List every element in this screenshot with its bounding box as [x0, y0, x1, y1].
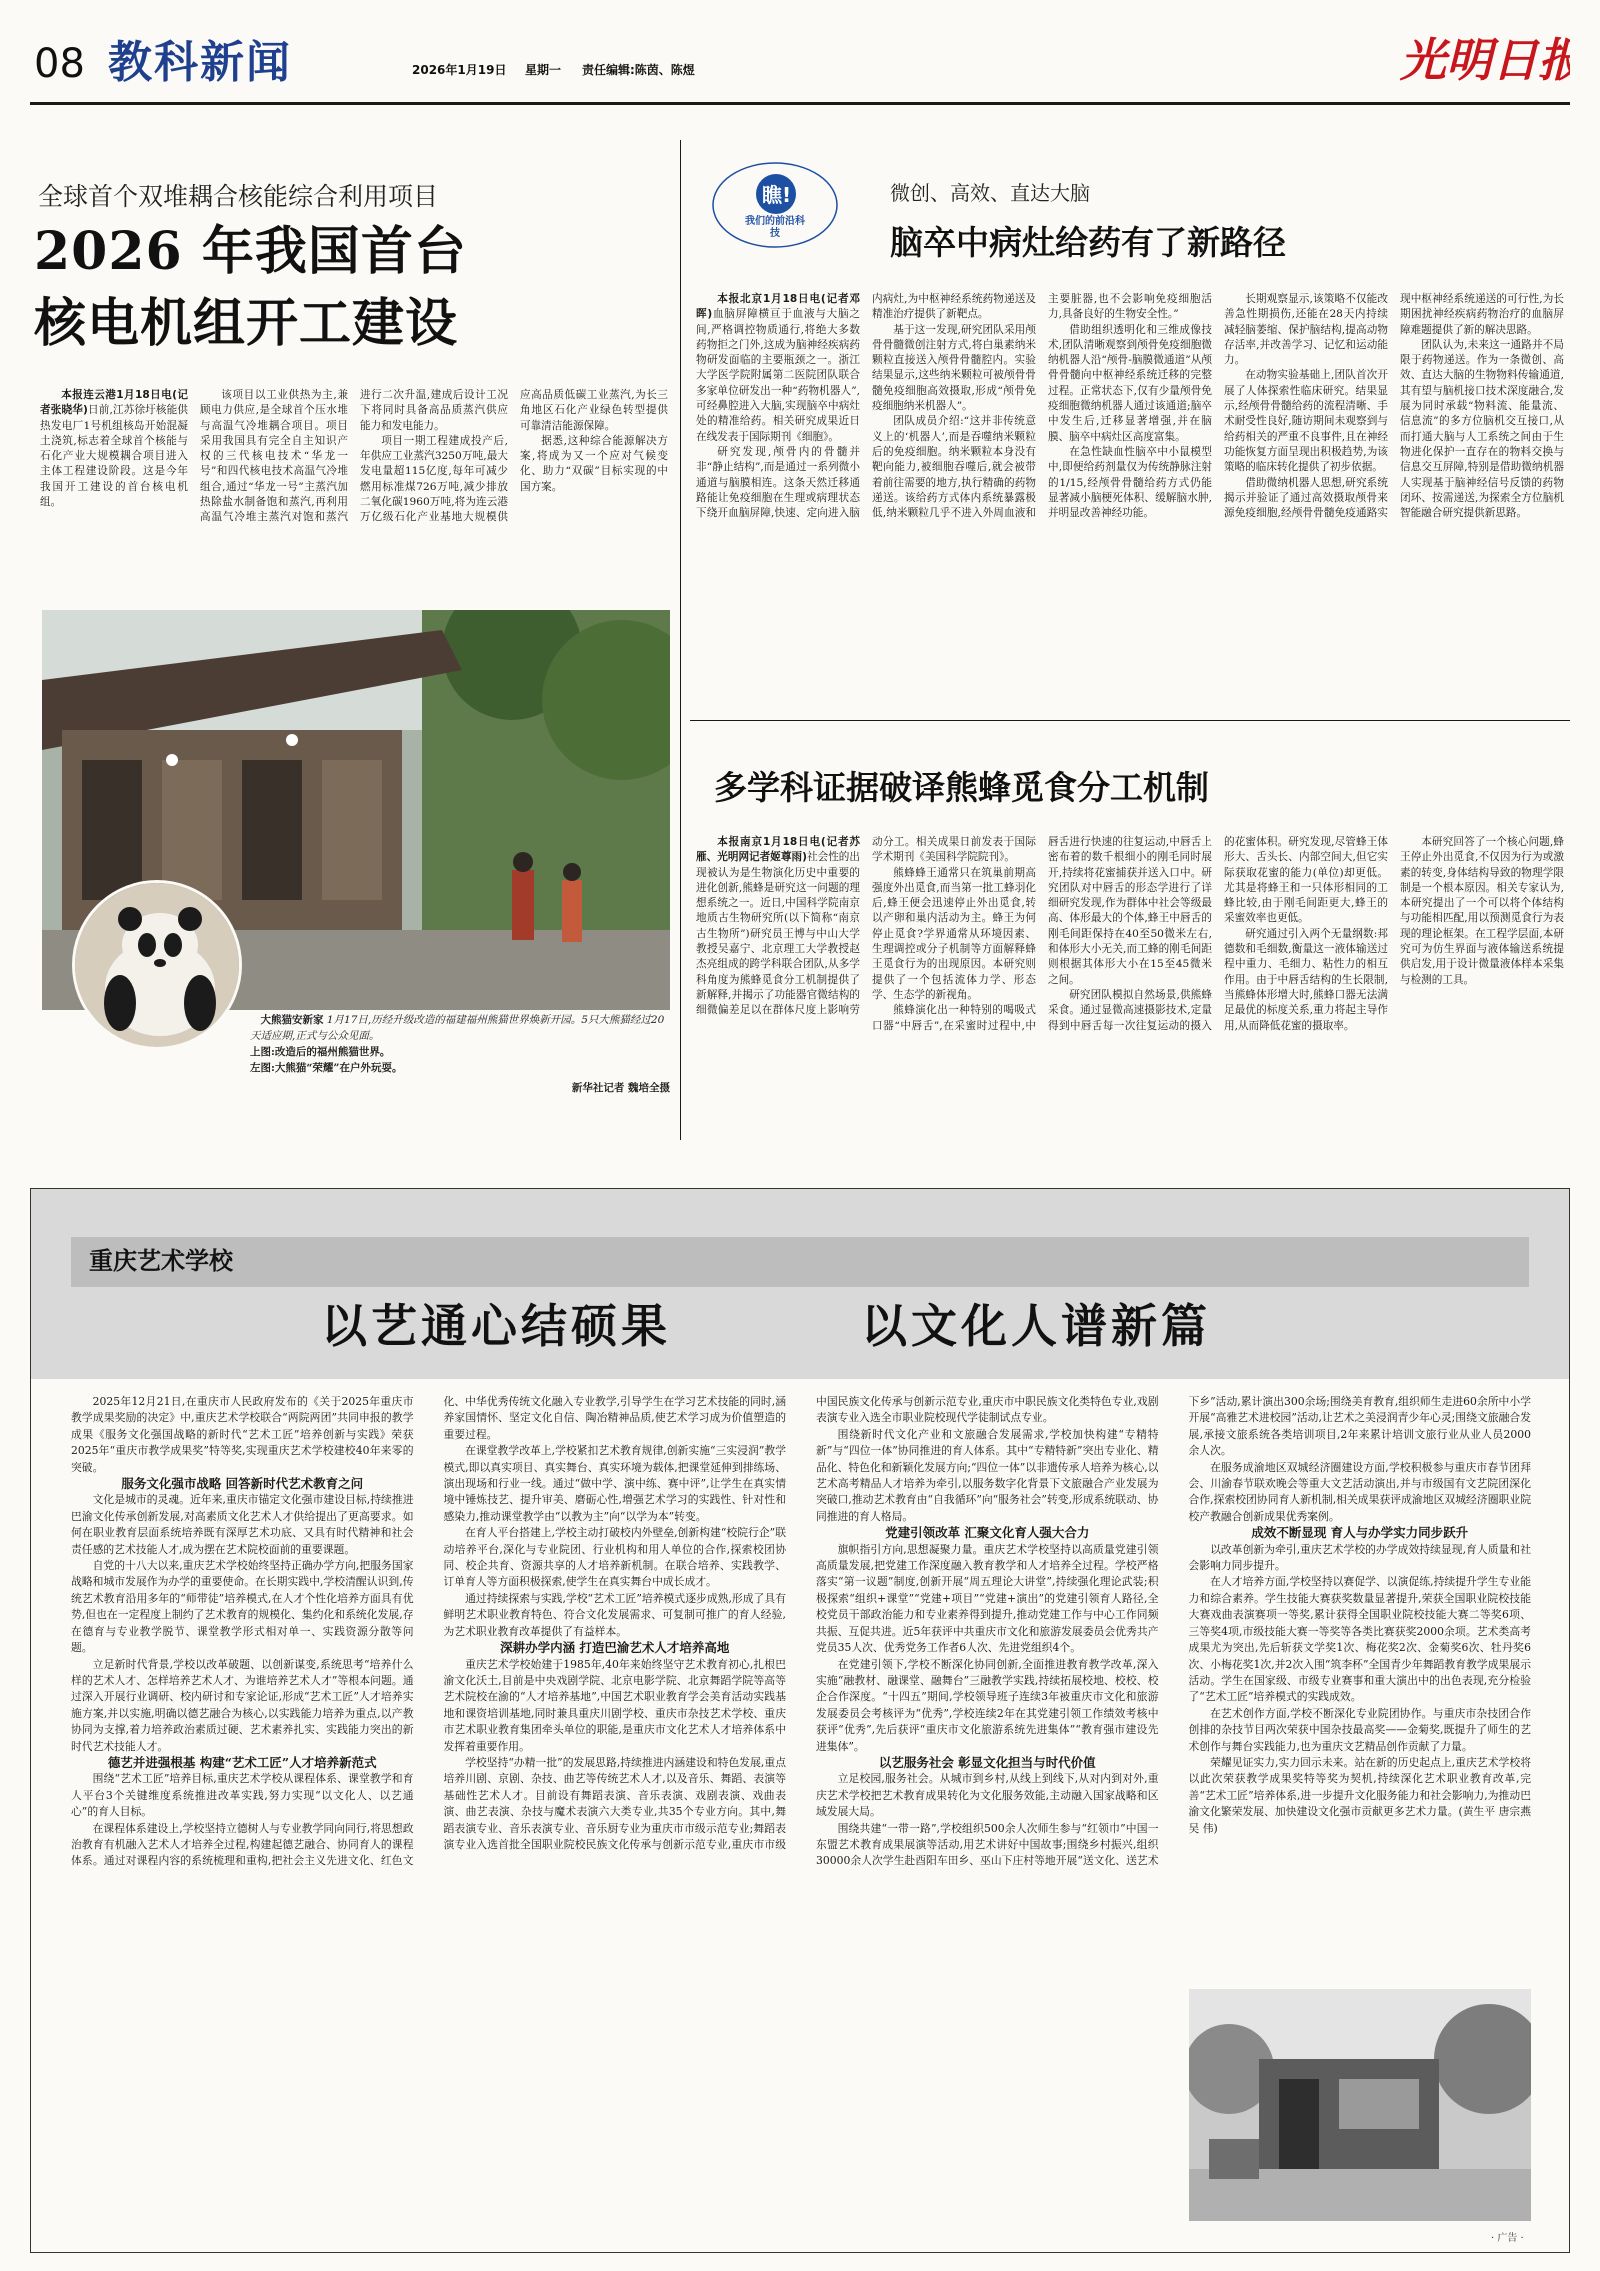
bee-byline: 本报南京1月18日电(记者苏雁、光明网记者姬尊雨)	[696, 836, 860, 864]
ad-header-stripe	[71, 1237, 1529, 1287]
panda-photo-credit: 新华社记者 魏培全摄	[571, 1082, 670, 1094]
bee-para: 研究通过引入两个无量纲数:邦德数和毛细数,衡量这一液体输送过程中重力、毛细力、粘性力的相互作用。由于中唇舌结构的生长限制,当熊蜂体形增大时,熊蜂口器无法满足最优的标度关系,重力将起主导作用,从而降低花蜜的摄取率。	[1224, 927, 1388, 1032]
bee-body	[696, 835, 1564, 1140]
ad-intro: 2025年12月21日,在重庆市人民政府发布的《关于2025年重庆市教学成果奖励的决定》中,重庆艺术学校联合“两院两团”共同申报的教学成果《服务文化强国战略的新时代“艺术工匠”培养创新与实践》荣获2025年“重庆市教学成果奖”特等奖,实现重庆艺术学校建校40年来零的突破。	[71, 1395, 414, 1474]
stroke-para: 长期观察显示,该策略不仅能改善急性期损伤,还能在28天内持续减轻脑萎缩、保护脑结构,提高动物存活率,并改善学习、记忆和运动能力。	[1224, 293, 1388, 367]
ad-school-name: 重庆艺术学校	[89, 1246, 233, 1275]
nuclear-para: 该项目以工业供热为主,兼顾电力供应,是全球首个压水堆与高温气冷堆耦合项目。项目采用我国具有完全自主知识产权的三代核电技术“华龙一号”和四代核电技术高温气冷堆组合,通过“华龙一号”主蒸汽加热除盐水制备饱和蒸汽,再利用高温气冷堆主蒸汽对饱和蒸汽进行二次升温,建成后设计工况下将同时具备高品质蒸汽供应能力和发电能力。	[200, 389, 508, 524]
ad-para: 在人才培养方面,学校坚持以赛促学、以演促练,持续提升学生专业能力和综合素养。学生技能大赛获奖数量显著提升,荣获全国职业院校技能大赛戏曲表演赛项一等奖,累计获得全国职业院校技能大赛二等奖6项、三等奖4项,市级技能大赛一等奖等各类比赛获奖2000余项。艺术类高考成果尤为突出,先后斩获文学奖1次、梅花奖2次、金菊奖6次、牡丹奖6次、小梅花奖1次,并2次入围“筑李杯”全国青少年舞蹈教育教学成果展示活动。学生在国家级、市级专业赛事和重大演出中的出色表现,充分检验了“艺术工匠”培养模式的实践成效。	[1188, 1575, 1531, 1704]
bee-para: 社会性的出现被认为是生物演化历史中重要的进化创新,熊蜂是研究这一问题的理想系统之一。近日,中国科学院南京地质古生物研究所(以下简称“南京古生物所”)研究员王博与中山大学教授吴嘉宁、北京理工大学教授赵杰亮组成的跨学科联合团队,从多学科角度为熊蜂觅食分工机制提供了新解释,并揭示了功能器官微结构的细微偏差足以在群体尺度上影响劳动分工。相关成果日前发表于国际学术期刊《美国科学院院刊》。	[696, 836, 1036, 1017]
stroke-para: 团队认为,未来这一通路并不局限于药物递送。作为一条微创、高效、直达大脑的生物物料传输通道,其有望与脑机接口技术深度融合,发展为同时承载“物料流、能量流、信息流”的多方位脑机交互接口,从而打通大脑与人工系统之间由于生物进化保护一直存在的物料交换与信息交互屏障,特别是借助微纳机器人实现基于脑神经信号反馈的药物闭环、按需递送,为探索全方位脑机智能融合研究提供新思路。	[1400, 338, 1564, 520]
masthead-rule	[30, 102, 1570, 105]
ad-para: 以改革创新为牵引,重庆艺术学校的办学成效持续显现,育人质量和社会影响力同步提升。	[1188, 1542, 1531, 1573]
panda-inset-photo	[72, 880, 242, 1050]
ad-para: 围绕共建“一带一路”,学校组织500余人次师生参与“红领巾”中国一东盟艺术教育成果展演等活动,用艺术讲好中国故事;围绕乡村振兴,组织30000余人次学生赴酉阳车田乡、巫山下庄村等地开展“送文化、送艺术下乡”活动,累计演出300余场;围绕美育教育,组织师生走进60余所中小学开展“高雅艺术进校园”活动,让艺术之美浸润青少年心灵;围绕文旅融合发展,承接文旅系统各类培训项目,2年来累计培训文旅行业从业人员2000余人次。	[816, 1395, 1531, 1868]
bee-para: 熊蜂蜂王通常只在筑巢前期高强度外出觅食,而当第一批工蜂羽化后,蜂王便会迅速停止外出觅食,转以产卵和巢内活动为主。蜂王为何停止觅食?学界通常从环境因素、生理调控或分子机制等方面解释蜂王觅食行为的出现原因。本研究则提供了一个包括流体力学、形态学、生态学的新视角。	[872, 866, 1036, 1001]
newspaper-logo-art	[1400, 30, 1570, 90]
panda-caption-top: 上图:改造后的福州熊猫世界。	[250, 1046, 391, 1058]
issue-weekday: 星期一	[525, 63, 562, 77]
front-tech-badge	[710, 160, 840, 250]
ad-box	[30, 1188, 1570, 2253]
section-title: 教科新闻	[108, 37, 292, 88]
stroke-story	[690, 140, 1570, 720]
stroke-para: 在动物实验基础上,团队首次开展了人体探索性临床研究。结果显示,经颅骨骨髓给药的流程清晰、手术耐受性良好,随访期间未观察到与给药相关的严重不良事件,且在神经功能恢复方面呈现出积极趋势,为该策略的临床转化提供了初步依据。	[1224, 369, 1388, 474]
nuclear-para: 项目一期工程建成投产后,年供应工业蒸汽3250万吨,最大发电量超115亿度,每年可减少燃用标准煤726万吨,减少排放二氧化碳1960万吨,将为连云港万亿级石化产业基地大规模供应高品质低碳工业蒸汽,为长三角地区石化产业绿色转型提供可靠清洁能源保障。	[360, 389, 668, 524]
nuclear-story	[30, 120, 670, 620]
section-divider	[690, 720, 1570, 721]
bee-headline: 多学科证据破译熊蜂觅食分工机制	[714, 768, 1209, 807]
ad-para: 通过持续探索与实践,学校“艺术工匠”培养模式逐步成熟,形成了具有鲜明艺术职业教育特色、符合文化发展需求、可复制可推广的育人经验,为艺术职业教育改革提供了有益样本。	[443, 1591, 786, 1638]
ad-para: 立足新时代背景,学校以改革破题、以创新谋变,系统思考“培养什么样的艺术人才、怎样培养艺术人才、为谁培养艺术人才”等根本问题。通过深入开展行业调研、校内研讨和专家论证,形成“艺术工匠”人才培养实施方案,并以实施,明确以德艺融合为核心,以实践能力培养为重点,以产教协同为支撑,着力培养政治素质过硬、艺术素养扎实、实践能力突出的新时代艺术技能人才。	[71, 1657, 414, 1753]
ad-para: 在党建引领下,学校不断深化协同创新,全面推进教育教学改革,深入实施“融教材、融课堂、融舞台”三融教学实践,持续拓展校地、校校、校企合作深度。“十四五”期间,学校领导班子连续3年被重庆市文化和旅游发展委员会考核评为“优秀”,学校连续2年在其党建引领工作绩效考核中获评“优秀”,先后获评“重庆市文化旅游系统先进集体”“教育强市建设先进集体”。	[816, 1657, 1159, 1753]
stroke-kicker: 微创、高效、直达大脑	[890, 181, 1090, 205]
ad-para: 文化是城市的灵魂。近年来,重庆市锚定文化强市建设目标,持续推进巴渝文化传承创新发展,对高素质文化艺术人才供给提出了更高要求。如何在职业教育层面系统培养既有深厚艺术功底、又具有时代精神和社会责任感的艺术技能人才,成为摆在艺术院校面前的重要课题。	[71, 1493, 414, 1556]
nuclear-byline: 本报连云港1月18日电(记者张晓华)	[40, 389, 188, 417]
panda-caption-left: 左图:大熊猫“荣耀”在户外玩耍。	[250, 1062, 403, 1074]
stroke-para: 基于这一发现,研究团队采用颅骨骨髓微创注射方式,将白巢素纳米颗粒直接送入颅骨骨髓腔内。实验结果显示,这些纳米颗粒可被颅骨骨髓免疫细胞高效摄取,形成“颅骨免疫细胞纳米机器人”。	[872, 323, 1036, 413]
stroke-para: 借助微纳机器人思想,研究系统揭示并验证了通过高效摄取颅骨来源免疫细胞,经颅骨骨髓免疫通路实现中枢神经系统递送的可行性,为长期困扰神经疾病药物治疗的血脑屏障难题提供了新的解决思路。	[1224, 293, 1564, 520]
ad-section-title: 成效不断显现 育人与办学实力同步跃升	[1251, 1525, 1469, 1541]
stroke-para: 在急性缺血性脑卒中小鼠模型中,即便给药剂量仅为传统静脉注射的1/15,经颅骨骨髓给药方式仍能显著减小脑梗死体积、缓解脑水肿,并明显改善神经功能。	[1048, 445, 1212, 520]
school-building-photo	[1189, 1989, 1531, 2221]
nuclear-headline-line2: 核电机组开工建设	[34, 293, 459, 354]
panda-inset-illustration	[75, 883, 242, 1050]
nuclear-headline-line1: 2026 年我国首台	[34, 221, 467, 282]
stroke-para: 团队成员介绍:“这并非传统意义上的‘机器人’,而是吞噬纳米颗粒后的免疫细胞。纳米颗粒本身没有靶向能力,被细胞吞噬后,就会被带着前往需要的地方,执行精确的药物递送。该给药方式体内系统暴露极低,纳米颗粒几乎不进入外周血液和主要脏器,也不会影响免疫细胞活力,具备良好的生物安全性。”	[872, 293, 1212, 520]
bee-para: 研究团队模拟自然场景,供熊蜂采食。通过显微高速摄影技术,定量得到中唇舌每一次往复运动的摄入的花蜜体积。研究发现,尽管蜂王体形大、舌头长、内部空间大,但它实际获取花蜜的能力(单位)却更低。尤其是将蜂王和一只体形相同的工蜂比较,由于刚毛间距更大,蜂王的采蜜效率也更低。	[1048, 836, 1388, 1032]
ad-para: 在课程体系建设上,学校坚持立德树人与专业教学同向同行,将思想政治教育有机融入艺术人才培养全过程,构建起德艺融合、协同育人的课程体系。通过对课程内容的系统梳理和重构,把社会主义先进文化、红色文化、中华优秀传统文化融入专业教学,引导学生在学习艺术技能的同时,涵养家国情怀、坚定文化自信、陶冶精神品质,使艺术学习成为价值塑造的重要过程。	[71, 1395, 786, 1868]
ad-para: 在服务成渝地区双城经济圈建设方面,学校积极参与重庆市春节团拜会、川渝春节联欢晚会等重大文艺活动演出,并与市级国有文艺院团深化合作,探索校团协同育人新机制,相关成果获评成渝地区双城经济圈职业院校产教融合创新成果优秀案例。	[1188, 1460, 1531, 1523]
ad-section-title: 服务文化强市战略 回答新时代艺术教育之问	[121, 1476, 364, 1492]
newspaper-logo	[1400, 30, 1570, 90]
ad-para: 重庆艺术学校始建于1985年,40年来始终坚守艺术教育初心,扎根巴渝文化沃土,目前是中央戏剧学院、北京电影学院、北京舞蹈学院等高等艺术院校在渝的“人才培养基地”,中国艺术职业教育学会美育活动实践基地和课资培训基地,同时兼具重庆川剧学校、重庆市杂技艺术学校、重庆市艺术职业教育集团牵头单位的职能,是重庆市文化艺术人才培养体系中发挥着重要作用。	[443, 1657, 786, 1753]
panda-caption	[250, 1012, 670, 1096]
ad-headline-2: 以文化人谱新篇	[861, 1299, 1211, 1353]
ad-section-title: 深耕办学内涵 打造巴渝艺术人才培养高地	[500, 1640, 730, 1656]
nuclear-body	[40, 388, 668, 628]
ad-headline-1: 以艺通心结硕果	[321, 1299, 671, 1353]
page-number: 08	[34, 41, 85, 87]
ad-header-band	[31, 1189, 1569, 1379]
issue-date: 2026年1月19日	[412, 63, 507, 77]
ad-section-title: 党建引领改革 汇聚文化育人强大合力	[885, 1525, 1090, 1541]
column-divider	[680, 140, 681, 1140]
ad-para: 围绕“艺术工匠”培养目标,重庆艺术学校从课程体系、课堂教学和育人平台3个关键维度系统推进改革实践,努力实现“以文化人、以艺通心”的育人目标。	[71, 1772, 414, 1819]
school-building-illustration	[1189, 1989, 1531, 2221]
ad-section-title: 德艺并进强根基 构建“艺术工匠”人才培养新范式	[107, 1754, 377, 1770]
nuclear-para: 日前,江苏徐圩核能供热发电厂1号机组核岛开始混凝土浇筑,标志着全球首个核能与石化产业大规模耦合项目进入主体工程建设阶段。这是今年我国开工建设的首台核电机组。	[40, 404, 188, 509]
stroke-para: 借助组织透明化和三维成像技术,团队清晰观察到颅骨免疫细胞微纳机器人沿“颅骨-脑膜微通道”从颅骨骨髓向中枢神经系统迁移的完整过程。正常状态下,仅有少量颅骨免疫细胞微纳机器人通过该通道;脑卒中发生后,迁移显著增强,并在脑膜、脑卒中病灶区高度富集。	[1048, 323, 1212, 443]
bee-para: 熊蜂演化出一种特别的喝吸式口器“中唇舌”,在采蜜时过程中,中唇舌进行快速的往复运动,中唇舌上密布着的数千根细小的刚毛同时展开,持续将花蜜捕获并送入口中。研究团队对中唇舌的形态学进行了详细研究发现,作为群体中社会等级最高、体形最大的个体,蜂王中唇舌的刚毛间距保持在40至50微米左右,和体形大小无关,而工蜂的刚毛间距则根据其体形大小在15至45微米之间。	[872, 836, 1212, 1032]
ad-para: 学校坚持“办精一批”的发展思路,持续推进内涵建设和特色发展,重点培养川剧、京剧、杂技、曲艺等传统艺术人才,以及音乐、舞蹈、表演等基础性艺术人才。目前设有舞蹈表演、音乐表演、戏剧表演、戏曲表演、曲艺表演、杂技与魔术表演六大类专业,共35个专业方向。其中,舞蹈表演专业、音乐表演专业、音乐厨专业为重庆市市级示范专业;舞蹈表演专业入选首批全国职业院校民族文化传承与创新示范专业,重庆市市级中国民族文化传承与创新示范专业,重庆市中职民族文化类特色专业,戏剧表演专业入选全市职业院校现代学徒制试点专业。	[443, 1395, 1159, 1851]
front-tech-badge-label: 我们的前沿科技	[745, 216, 805, 239]
stroke-headline: 脑卒中病灶给药有了新路径	[890, 223, 1286, 262]
bee-para: 本研究回答了一个核心问题,蜂王停止外出觅食,不仅因为行为或激素的转变,身体结构导致的物理学限制是一个根本原因。相关专家认为,本研究提出了一个可以将个体结构与功能相匹配,用以预测觅食行为表现的理论框架。在工程学层面,本研究可为仿生界面与液体输送系统提供启发,用于设计微量液体样本采集与检测的工具。	[1400, 836, 1564, 986]
ad-para: 在课堂教学改革上,学校紧扣艺术教育规律,创新实施“三实浸润”教学模式,即以真实项目、真实舞台、真实环境为载体,把课堂延伸到排练场、演出现场和行业一线。通过“做中学、演中练、赛中评”,让学生在真实情境中锤炼技艺、提升审美、磨砺心性,增强艺术学习的实践性、针对性和感染力,推动课堂教学由“以教为主”向“以学为本”转变。	[443, 1444, 786, 1523]
ad-section-title: 以艺服务社会 彰显文化担当与时代价值	[878, 1754, 1096, 1770]
ad-para: 自党的十八大以来,重庆艺术学校始终坚持正确办学方向,把服务国家战略和城市发展作为办学的重要使命。在长期实践中,学校清醒认识到,传统艺术教育沿用多年的“师带徒”培养模式,在人才个性化培养方面具有优势,但也在一定程度上制约了艺术教育的规模化、集约化和系统化发展,存在德育与专业教学脱节、课堂教学形式相对单一、实践资源分散等问题。	[71, 1559, 414, 1655]
panda-caption-title: 大熊猫安新家	[260, 1014, 324, 1026]
ad-para: 立足校园,服务社会。从城市到乡村,从线上到线下,从对内到对外,重庆艺术学校把艺术教育成果转化为文化服务效能,主动融入国家战略和区域发展大局。	[816, 1772, 1159, 1819]
front-tech-badge-char: 瞧!	[762, 183, 792, 207]
panda-caption-text: 1月17日,历经升级改造的福建福州熊猫世界焕新开园。5只大熊猫经过20天适应期,正式与公众见面。	[250, 1014, 665, 1042]
masthead	[30, 20, 1570, 115]
nuclear-para: 据悉,这种综合能源解决方案,将成为又一个应对气候变化、助力“双碳”目标实现的中国方案。	[520, 434, 668, 493]
stroke-para: 血脑屏障横亘于血液与大脑之间,严格调控物质通行,将绝大多数药物拒之门外,这成为脑神经疾病药物研发面临的主要瓶颈之一。浙江大学医学院附属第二医院团队联合多家单位研发出一种“药物机器人”,可经鼻腔进入大脑,实现脑卒中病灶处的精准给药。相关研究成果近日在线发表于国际期刊《细胞》。	[696, 308, 861, 443]
ad-para: 围绕新时代文化产业和文旅融合发展需求,学校加快构建“专精特新”与“四位一体”协同推进的育人体系。其中“专精特新”突出专业化、精品化、特色化和新颖化发展方向;“四位一体”以非遗传承人培养为核心,以艺术高考精品人才培养为牵引,以服务数字化背景下文旅融合产业发展为突破口,推动艺术教育由“自我循环”向“服务社会”转变,形成系统联动、协同推进的育人格局。	[816, 1427, 1159, 1523]
stroke-body	[696, 292, 1564, 700]
ad-para: 在艺术创作方面,学校不断深化专业院团协作。与重庆市杂技团合作创排的杂技节目两次荣获中国杂技最高奖——金菊奖,既提升了师生的艺术创作与舞台实践能力,也为重庆文艺精品创作贡献了力量。	[1188, 1706, 1531, 1753]
stroke-byline: 本报北京1月18日电(记者邓晖)	[696, 293, 860, 321]
ad-para: 旗帜指引方向,思想凝聚力量。重庆艺术学校坚持以高质量党建引领高质量发展,把党建工作深度融入教育教学和人才培养全过程。学校严格落实“第一议题”制度,创新开展“周五理论大讲堂”,持续强化理论武装;积极探索“组织+课堂”“党建+项目”“党建+演出”的党建引领育人路径,全校党员干部政治能力和专业素养得到提升,推动党建工作与中心工作同频共振、互促共进。近5年获评中共重庆市文化和旅游发展委员会优秀共产党员35人次、优秀党务工作者6人次、先进党组织4个。	[816, 1542, 1159, 1655]
editor-credit: 责任编辑:陈茵、陈煜	[582, 63, 695, 77]
ad-marker: · 广告 ·	[1491, 2233, 1524, 2244]
bee-story	[690, 725, 1570, 1165]
newspaper-logo-text: 光明日报	[1400, 33, 1570, 87]
ad-para: 在育人平台搭建上,学校主动打破校内外壁垒,创新构建“校院行企”联动培养平台,深化与专业院团、行业机构和用人单位的合作,探索校团协同、校企共育、资源共享的人才培养新机制。在联合培养、实践教学、订单育人等方面积极探索,使学生在真实舞台中成长成才。	[443, 1526, 786, 1589]
nuclear-kicker: 全球首个双堆耦合核能综合利用项目	[38, 182, 439, 211]
ad-para: 荣耀见证实力,实力回示未来。站在新的历史起点上,重庆艺术学校将以此次荣获教学成果奖特等奖为契机,持续深化艺术职业教育改革,完善“艺术工匠”培养体系,进一步提升文化服务能力和社会影响力,为推动巴渝文化繁荣发展、加快建设文化强市贡献更多艺术力量。(黄生平 唐宗燕 吴 伟)	[1188, 1755, 1531, 1835]
stroke-para: 研究发现,颅骨内的骨髓并非“静止结构”,而是通过一系列微小通道与脑膜相连。这条天然迁移通路能让免疫细胞在生理或病理状态下绕开血脑屏障,快速、定向进入脑内病灶,为中枢神经系统药物递送及精准治疗提供了新靶点。	[696, 293, 1036, 520]
